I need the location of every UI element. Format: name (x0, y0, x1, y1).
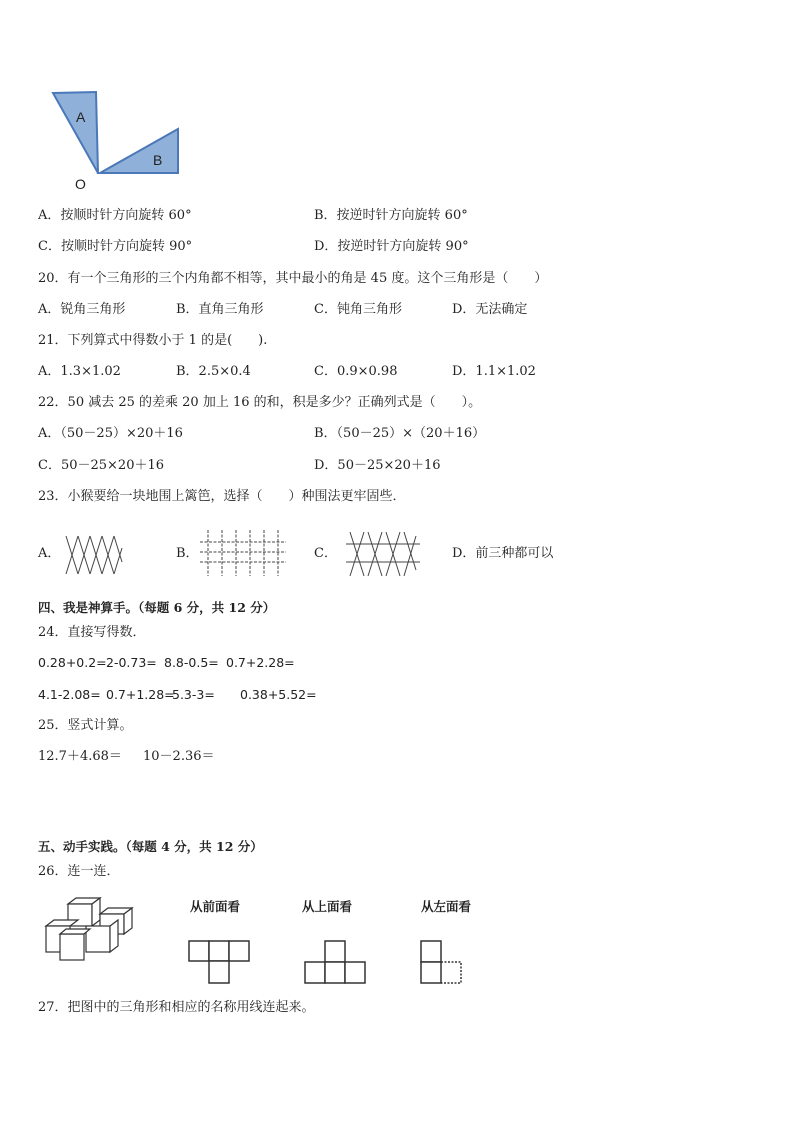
label-a: A (76, 109, 86, 125)
q19-option-d[interactable]: D．按逆时针方向旋转 90° (314, 239, 469, 254)
fence-diagonal-cross-icon (64, 534, 124, 576)
q20-option-d[interactable]: D．无法确定 (452, 302, 528, 317)
q24-stem: 24．直接写得数． (38, 625, 146, 640)
section5-heading: 五、动手实践。（每题 4 分，共 12 分） (38, 839, 263, 854)
q27-stem: 27．把图中的三角形和相应的名称用线连起来。 (38, 1000, 315, 1015)
q23-option-a[interactable]: A． (38, 546, 61, 561)
q25-item2: 10－2.36＝ (143, 749, 215, 764)
fence-grid-icon (200, 530, 286, 578)
q21-stem: 21．下列算式中得数小于 1 的是( ). (38, 333, 268, 348)
cube-assembly-figure (42, 894, 138, 966)
q24-row1-item4: 0.7+2.28= (226, 655, 295, 670)
label-o: O (75, 176, 86, 192)
q24-row2-item2: 0.7+1.28= (106, 687, 175, 702)
q24-row1-item1: 0.28+0.2= (38, 655, 107, 670)
q21-option-a[interactable]: A．1.3×1.02 (38, 364, 121, 379)
q19-option-c[interactable]: C．按顺时针方向旋转 90° (38, 239, 193, 254)
q22-option-a[interactable]: A．（50－25）×20＋16 (38, 426, 183, 441)
label-b: B (153, 152, 163, 168)
fence-mixed-icon (346, 530, 420, 578)
view-top-label: 从上面看 (302, 899, 353, 914)
q22-option-b[interactable]: B．（50－25）×（20＋16） (314, 426, 486, 441)
q20-option-b[interactable]: B．直角三角形 (176, 302, 264, 317)
triangle-b (100, 129, 178, 173)
q25-stem: 25．竖式计算。 (38, 718, 133, 733)
triangle-a (53, 92, 98, 173)
q21-option-c[interactable]: C．0.9×0.98 (314, 364, 398, 379)
q22-option-d[interactable]: D．50－25×20＋16 (314, 458, 441, 473)
q24-row2-item1: 4.1-2.08= (38, 687, 101, 702)
q24-row2-item4: 0.38+5.52= (240, 687, 317, 702)
section4-heading: 四、我是神算手。（每题 6 分，共 12 分） (38, 600, 276, 615)
q20-stem: 20．有一个三角形的三个内角都不相等，其中最小的角是 45 度。这个三角形是（ ） (38, 271, 548, 286)
q21-option-d[interactable]: D．1.1×1.02 (452, 364, 536, 379)
q22-stem: 22．50 减去 25 的差乘 20 加上 16 的和，积是多少？正确列式是（ ）。 (38, 395, 482, 410)
view-left-shape[interactable] (420, 940, 464, 986)
view-top-shape[interactable] (304, 940, 366, 986)
view-front-label: 从前面看 (190, 899, 241, 914)
q20-option-a[interactable]: A．锐角三角形 (38, 302, 126, 317)
q22-option-c[interactable]: C．50－25×20＋16 (38, 458, 165, 473)
q26-stem: 26．连一连． (38, 864, 120, 879)
q23-option-c[interactable]: C． (314, 546, 337, 561)
q24-row1-item2: 2-0.73= (106, 655, 157, 670)
q20-option-c[interactable]: C．钝角三角形 (314, 302, 402, 317)
q23-option-d[interactable]: D．前三种都可以 (452, 546, 554, 561)
q23-stem: 23．小猴要给一块地围上篱笆，选择（ ）种围法更牢固些． (38, 489, 406, 504)
q19-option-b[interactable]: B．按逆时针方向旋转 60° (314, 208, 468, 223)
q24-row2-item3: 5.3-3= (172, 687, 215, 702)
view-front-shape[interactable] (188, 940, 250, 986)
view-left-label: 从左面看 (421, 899, 472, 914)
rotation-figure (40, 85, 200, 195)
q21-option-b[interactable]: B．2.5×0.4 (176, 364, 251, 379)
q19-option-a[interactable]: A．按顺时针方向旋转 60° (38, 208, 192, 223)
q25-item1: 12.7＋4.68＝ (38, 749, 122, 764)
q23-option-b[interactable]: B． (176, 546, 199, 561)
q24-row1-item3: 8.8-0.5= (164, 655, 219, 670)
